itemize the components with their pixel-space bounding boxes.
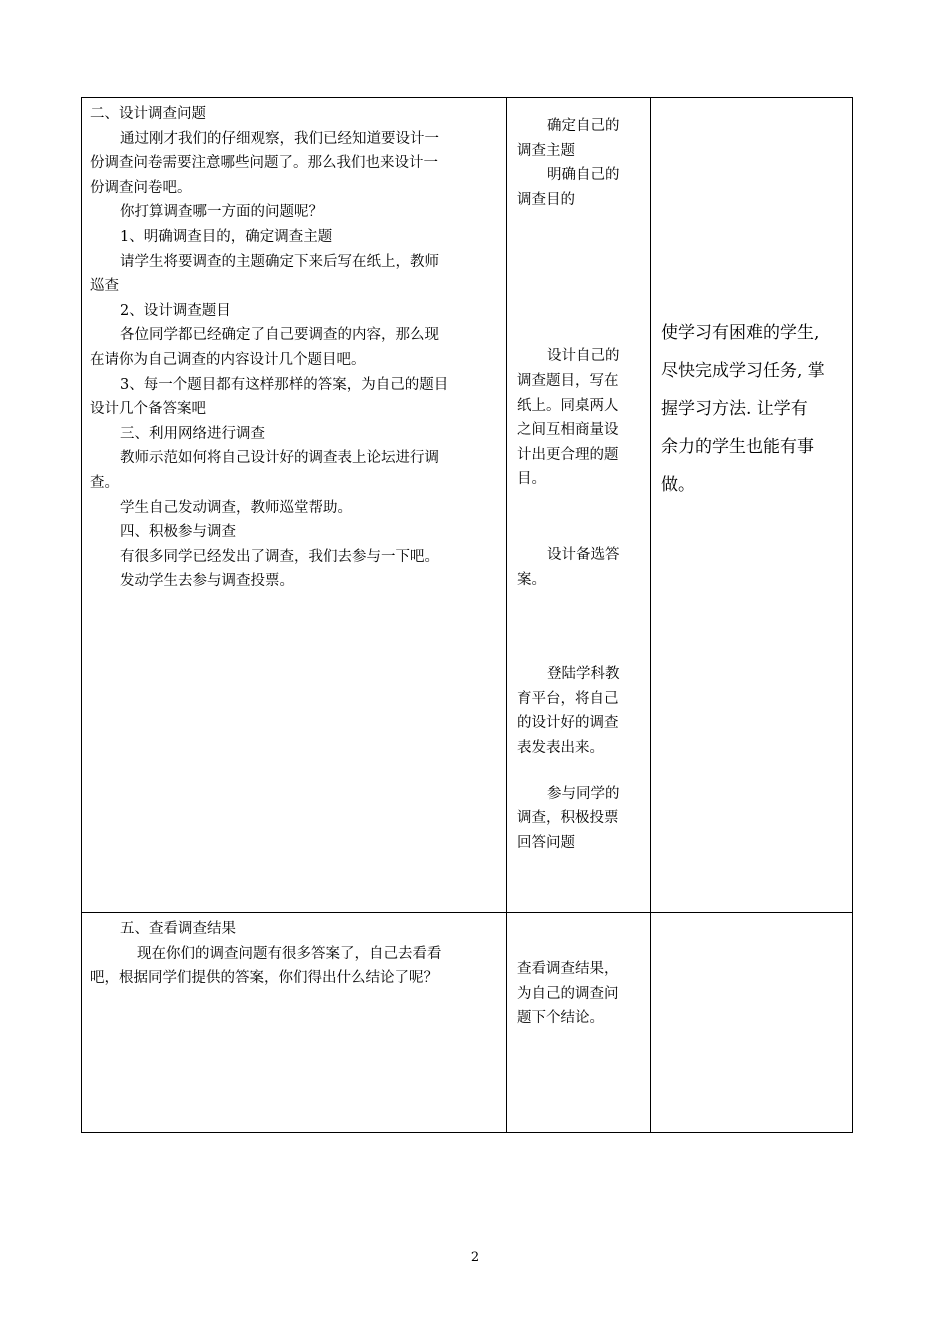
- activity-line: 回答问题: [517, 834, 575, 851]
- activity-line: 案。: [517, 571, 546, 588]
- activity-group: [517, 212, 644, 492]
- activity-group: [517, 761, 644, 856]
- intent-line: 握学习方法. 让学有: [661, 399, 808, 419]
- paragraph-line: 吧，根据同学们提供的答案，你们得出什么结论了呢？: [90, 970, 438, 987]
- paragraph-line: 设计几个备答案吧: [90, 401, 206, 418]
- activity-group: [517, 98, 644, 212]
- activity-line: 设计自己的: [547, 348, 620, 365]
- activity-group: [517, 592, 644, 760]
- activity-line: 为自己的调查问: [517, 985, 619, 1002]
- section-heading: 五、查看调查结果: [120, 921, 236, 937]
- student-activity-cell: [507, 98, 651, 913]
- paragraph-line: 2、设计调查题目: [120, 302, 231, 319]
- activity-line: 纸上。同桌两人: [517, 397, 619, 414]
- table-row: [82, 98, 853, 913]
- activity-line: 查看调查结果，: [517, 961, 619, 977]
- paragraph-line: 请学生将要调查的主题确定下来后写在纸上，教师: [120, 253, 439, 270]
- activity-line: 参与同学的: [547, 785, 620, 802]
- intent-line: 尽快完成学习任务, 掌: [661, 361, 825, 381]
- lesson-plan-table: [81, 97, 853, 1133]
- intent-line: 使学习有困难的学生,: [661, 323, 820, 343]
- activity-line: 表发表出来。: [517, 739, 604, 756]
- paragraph-line: 1、明确调查目的，确定调查主题: [120, 228, 333, 245]
- paragraph-line: 查。: [90, 474, 119, 491]
- activity-line: 调查，积极投票: [517, 810, 619, 827]
- paragraph-line: 份调查问卷需要注意哪些问题了。那么我们也来设计一: [90, 155, 438, 172]
- activity-line: 登陆学科教: [547, 666, 620, 683]
- paragraph-line: 发动学生去参与调查投票。: [120, 573, 294, 590]
- activity-line: 设计备选答: [547, 546, 620, 563]
- table-row: [82, 913, 853, 1133]
- activity-line: 明确自己的: [547, 167, 620, 184]
- activity-line: 调查主题: [517, 142, 575, 159]
- paragraph-line: 3、每一个题目都有这样那样的答案，为自己的题目: [120, 376, 449, 393]
- activity-line: 调查题目，写在: [517, 372, 619, 389]
- intent-line: 做。: [661, 475, 695, 495]
- page-number: 2: [470, 1250, 480, 1265]
- teaching-process-cell: [82, 98, 507, 913]
- design-intent-cell: [651, 913, 853, 1133]
- activity-line: 调查目的: [517, 191, 575, 208]
- intent-line: 余力的学生也能有事: [661, 437, 814, 457]
- activity-line: 确定自己的: [547, 118, 620, 134]
- activity-line: 之间互相商量设: [517, 422, 619, 439]
- paragraph-line: 份调查问卷吧。: [90, 179, 192, 196]
- paragraph-line: 你打算调查哪一方面的问题呢？: [120, 204, 323, 221]
- activity-line: 的设计好的调查: [517, 715, 619, 732]
- paragraph-line: 通过刚才我们的仔细观察，我们已经知道要设计一: [120, 130, 439, 147]
- student-activity-cell: [507, 913, 651, 1133]
- activity-line: 育平台，将自己: [517, 690, 619, 707]
- section-heading: 二、设计调查问题: [90, 106, 206, 122]
- paragraph-line: 有很多同学已经发出了调查，我们去参与一下吧。: [120, 548, 439, 565]
- activity-line: 题下个结论。: [517, 1010, 604, 1027]
- paragraph-line: 在请你为自己调查的内容设计几个题目吧。: [90, 351, 366, 368]
- activity-group: [517, 492, 644, 592]
- section-heading: 三、利用网络进行调查: [120, 425, 265, 442]
- paragraph-line: 巡查: [90, 278, 119, 295]
- paragraph-line: 教师示范如何将自己设计好的调查表上论坛进行调: [120, 450, 439, 467]
- activity-line: 目。: [517, 471, 546, 488]
- design-intent-cell: [651, 98, 853, 913]
- section-heading: 四、积极参与调查: [120, 524, 236, 541]
- paragraph-line: 现在你们的调查问题有很多答案了，自己去看看: [137, 945, 442, 962]
- teaching-process-cell: [82, 913, 507, 1133]
- paragraph-line: 各位同学都已经确定了自己要调查的内容，那么现: [120, 327, 439, 344]
- activity-line: 计出更合理的题: [517, 446, 619, 463]
- paragraph-line: 学生自己发动调查，教师巡堂帮助。: [120, 499, 352, 516]
